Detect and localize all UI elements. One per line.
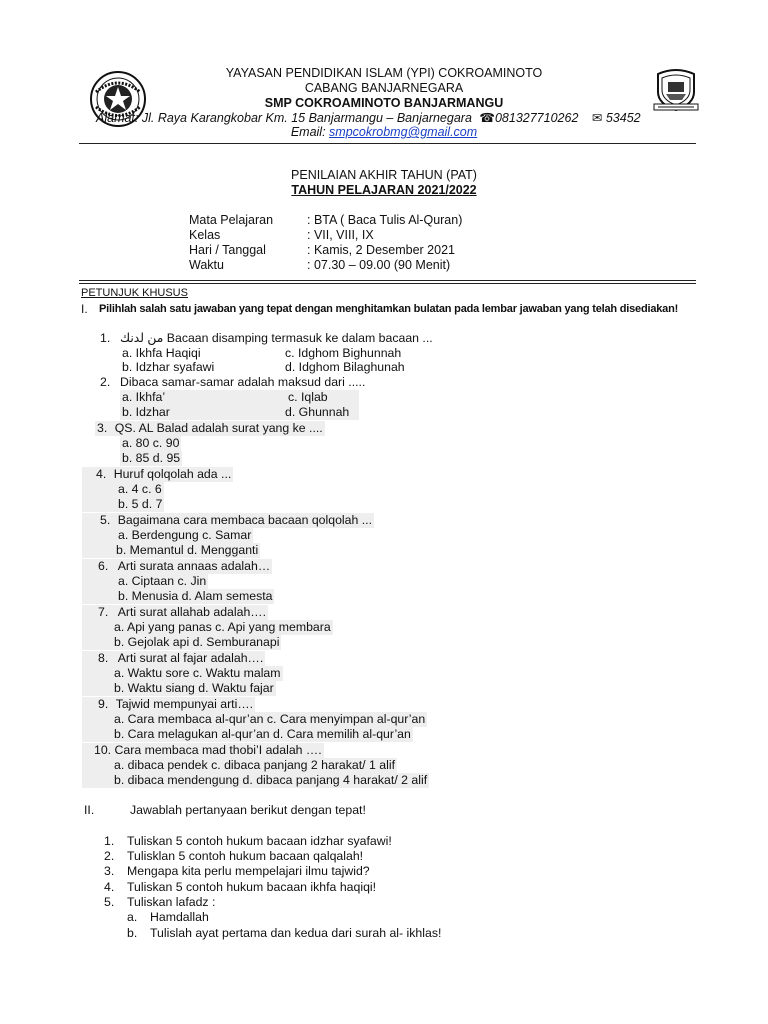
foundation-name: YAYASAN PENDIDIKAN ISLAM (YPI) COKROAMINOTO: [225, 66, 543, 80]
q3-number: 3.: [97, 421, 108, 435]
q7-options-row1: [82, 620, 333, 635]
q1-number: 1.: [100, 331, 111, 345]
q2-options-row2: [120, 405, 359, 420]
q5-options-row2: [82, 543, 260, 558]
email-label: Email:: [290, 125, 326, 139]
essay-5a-text: Hamdallah: [150, 910, 209, 924]
instructions-title: PETUNJUK KHUSUS: [81, 287, 188, 299]
q1-option-c: c. Idghom Bighunnah: [285, 346, 402, 360]
address-text: Alamat: Jl. Raya Karangkobar Km. 15 Banjarmangu – Banjarnegara: [96, 111, 472, 125]
q7-option-ac: a. Api yang panas c. Api yang membara: [114, 620, 331, 634]
q9-number: 9.: [98, 697, 109, 711]
q7-option-bd: b. Gejolak api d. Semburanapi: [114, 635, 280, 649]
meta-label-time: Waktu: [189, 258, 224, 272]
meta-divider: [79, 280, 696, 281]
essay-3-number: 3.: [104, 864, 115, 878]
q4-option-bd: b. 5 d. 7: [118, 497, 163, 511]
email-line: [0, 124, 768, 140]
postal-code: 53452: [605, 111, 641, 125]
q3-option-ac: a. 80 c. 90: [122, 436, 180, 450]
q4-line: [82, 467, 233, 482]
q8-line: [82, 651, 265, 666]
q9-option-ac: a. Cara membaca al-qur’an c. Cara menyimpan al-qur’an: [114, 712, 426, 726]
meta-value-subject: : BTA ( Baca Tulis Al-Quran): [307, 213, 463, 227]
phone-number: 081327710262: [494, 111, 579, 125]
q6-options-row2: [82, 589, 274, 604]
q8-options-row2: [82, 681, 276, 696]
essay-1-number: 1.: [104, 834, 115, 848]
q8-number: 8.: [98, 651, 109, 665]
meta-label-class: Kelas: [189, 228, 221, 242]
q4-options-row1: [82, 482, 164, 497]
q3-line: [95, 421, 325, 436]
q10-options-row1: [82, 758, 397, 773]
branch-name: CABANG BANJARNEGARA: [304, 81, 464, 95]
meta-value-time: : 07.30 – 09.00 (90 Menit): [307, 258, 451, 272]
q9-options-row1: [82, 712, 427, 727]
q7-number: 7.: [98, 605, 109, 619]
q5-options-row1: [82, 528, 253, 543]
q7-text: Arti surat allahab adalah….: [117, 605, 267, 619]
q5-option-ac: a. Berdengung c. Samar: [118, 528, 252, 542]
essay-5b-text: Tulislah ayat pertama dan kedua dari surah al- ikhlas!: [150, 926, 442, 940]
essay-5-text: Tuliskan lafadz :: [127, 895, 216, 909]
q8-text: Arti surat al fajar adalah….: [117, 651, 264, 665]
q4-options-row2: [82, 497, 164, 512]
essay-5a-number: a.: [127, 910, 138, 924]
q10-number: 10.: [94, 743, 112, 757]
q1-option-a: a. Ikhfa Haqiqi: [122, 346, 201, 360]
essay-3-text: Mengapa kita perlu mempelajari ilmu tajwid?: [127, 864, 370, 878]
part2-title: Jawablah pertanyaan berikut dengan tepat!: [130, 803, 366, 817]
q9-text: Tajwid mempunyai arti….: [115, 697, 254, 711]
essay-5b-number: b.: [127, 926, 138, 940]
q2-option-b: b. Idzhar: [122, 405, 170, 419]
q6-option-ac: a. Ciptaan c. Jin: [118, 574, 207, 588]
q10-line: [82, 743, 324, 758]
email-link[interactable]: smpcokrobmg@gmail.com: [329, 125, 478, 139]
meta-label-subject: Mata Pelajaran: [189, 213, 274, 227]
q6-text: Arti surata annaas adalah…: [117, 559, 271, 573]
q2-option-a: a. Ikhfa’: [122, 390, 166, 404]
q2-number: 2.: [100, 375, 111, 389]
q6-line: [82, 559, 272, 574]
q4-text: Huruf qolqolah ada ...: [113, 467, 232, 481]
q5-line: [82, 513, 374, 528]
q8-option-bd: b. Waktu siang d. Waktu fajar: [114, 681, 274, 695]
q8-options-row1: [82, 666, 283, 681]
q4-number: 4.: [96, 467, 107, 481]
q5-text: Bagaimana cara membaca bacaan qolqolah ...: [117, 513, 372, 527]
q7-line: [82, 605, 268, 620]
essay-5-number: 5.: [104, 895, 115, 909]
q10-option-bd: b. dibaca mendengung d. dibaca panjang 4 harakat/ 2 alif: [114, 773, 428, 787]
school-name: SMP COKROAMINOTO BANJARMANGU: [264, 96, 504, 110]
q3-option-bd: b. 85 d. 95: [122, 451, 181, 465]
q9-option-bd: b. Cara melagukan al-qur’an d. Cara memilih al-qur’an: [114, 727, 411, 741]
meta-label-date: Hari / Tanggal: [189, 243, 266, 257]
essay-4-number: 4.: [104, 880, 115, 894]
q2-options-row1: [120, 390, 359, 405]
essay-1-text: Tuliskan 5 contoh hukum bacaan idzhar syafawi!: [127, 834, 392, 848]
q5-option-bd: b. Memantul d. Mengganti: [116, 543, 259, 557]
q2-text: Dibaca samar-samar adalah maksud dari .....: [120, 375, 366, 389]
q10-options-row2: [82, 773, 429, 788]
q3-text: QS. AL Balad adalah surat yang ke ....: [114, 421, 323, 435]
meta-value-date: : Kamis, 2 Desember 2021: [307, 243, 455, 257]
essay-4-text: Tuliskan 5 contoh hukum bacaan ikhfa haqiqi!: [127, 880, 377, 894]
q4-option-ac: a. 4 c. 6: [118, 482, 162, 496]
q1-option-b: b. Idzhar syafawi: [122, 360, 215, 374]
meta-value-class: : VII, VIII, IX: [307, 228, 374, 242]
exam-year: TAHUN PELAJARAN 2021/2022: [291, 183, 477, 197]
exam-title: PENILAIAN AKHIR TAHUN (PAT): [291, 168, 477, 182]
q1-option-d: d. Idghom Bilaghunah: [285, 360, 405, 374]
phone-icon: ☎: [479, 111, 495, 125]
part2-number: II.: [84, 803, 95, 817]
envelope-icon: ✉: [591, 111, 603, 125]
q10-text: Cara membaca mad thobi’I adalah ….: [114, 743, 322, 757]
q7-options-row2: [82, 635, 281, 650]
part1-number: I.: [81, 302, 88, 316]
essay-2-text: Tulisklan 5 contoh hukum bacaan qalqalah!: [127, 849, 364, 863]
part1-instruction: Pilihlah salah satu jawaban yang tepat dengan menghitamkan bulatan pada lembar jawaban yang telah disediakan!: [99, 303, 679, 315]
q8-option-ac: a. Waktu sore c. Waktu malam: [114, 666, 281, 680]
meta-divider-thin: [79, 283, 696, 284]
q9-options-row2: [82, 727, 413, 742]
header-divider: [79, 143, 696, 144]
q9-line: [82, 697, 255, 712]
q2-option-d: d. Ghunnah: [285, 405, 350, 419]
q10-option-ac: a. dibaca pendek c. dibaca panjang 2 harakat/ 1 alif: [114, 758, 395, 772]
q5-number: 5.: [100, 513, 111, 527]
q6-number: 6.: [98, 559, 109, 573]
q2-option-c: c. Iqlab: [288, 390, 328, 404]
q6-options-row1: [82, 574, 208, 589]
q1-text: من لدنك Bacaan disamping termasuk ke dalam bacaan ...: [120, 331, 433, 345]
q6-option-bd: b. Menusia d. Alam semesta: [118, 589, 273, 603]
essay-2-number: 2.: [104, 849, 115, 863]
